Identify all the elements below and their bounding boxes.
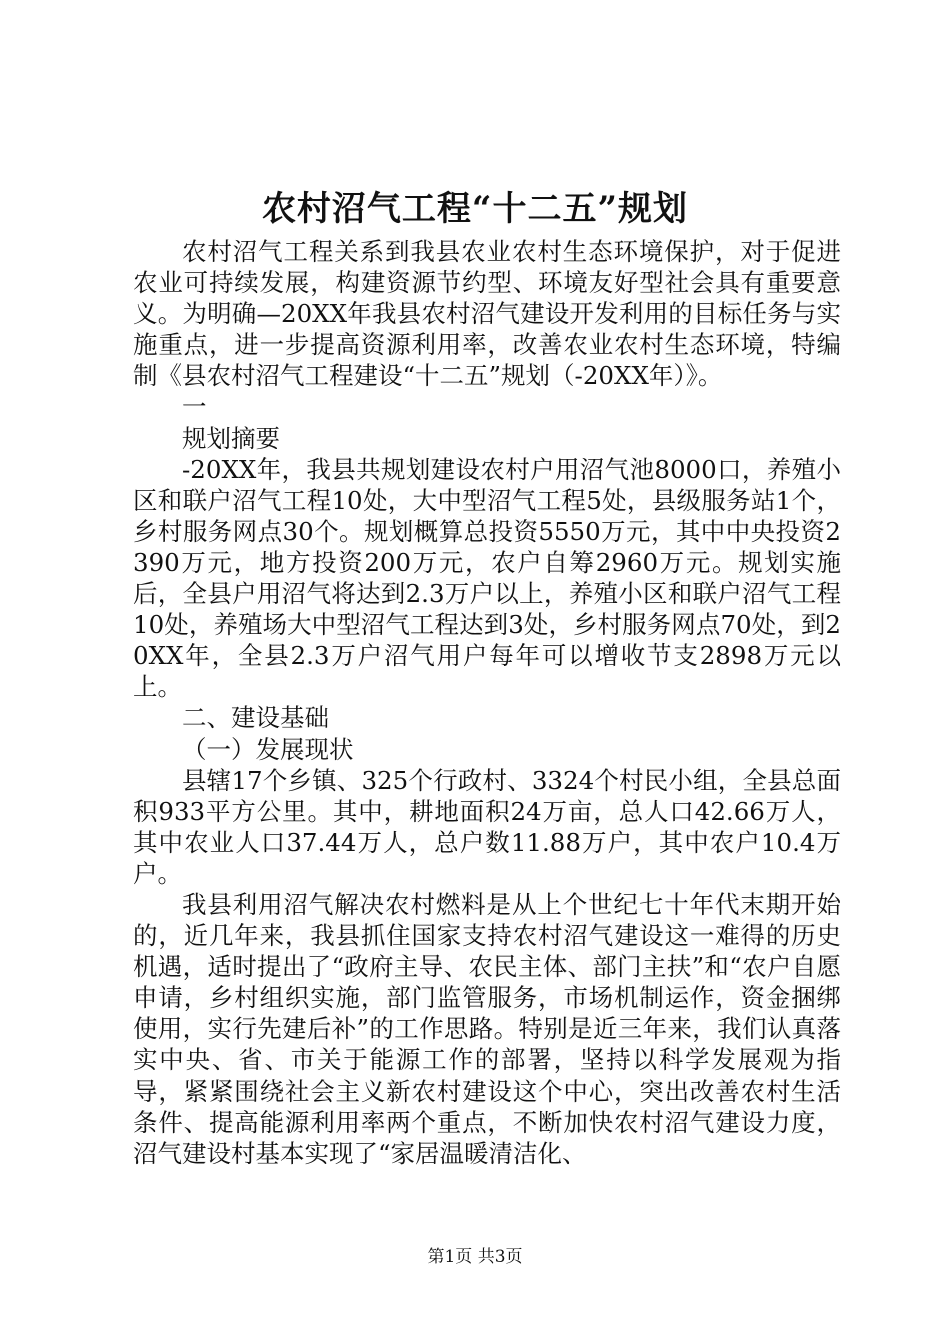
subsection-heading-status: （一）发展现状 <box>182 734 354 764</box>
section-heading-foundation: 二、建设基础 <box>182 703 329 733</box>
document-title: 农村沼气工程“十二五”规划 <box>261 189 689 229</box>
summary-paragraph: -20XX年，我县共规划建设农村户用沼气池8000口，养殖小区和联户沼气工程10处，大中型沼气工程5处，县级服务站1个，乡村服务网点30个。规划概算总投资5550万元，其中中央投资2390万元，地方投资200万元，农户自筹2960万元。规划实施后，全县户用沼气将达到2.3万户以上，养殖小区和联户沼气工程10处，养殖场大中型沼气工程达到3处，乡村服务网点70处，到20XX年，全县2.3万户沼气用户每年可以增收节支2898万元以上。 <box>133 454 841 702</box>
section-heading-summary: 规划摘要 <box>182 423 280 453</box>
document-body <box>133 236 841 1169</box>
status-paragraph: 县辖17个乡镇、325个行政村、3324个村民小组，全县总面积933平方公里。其中，耕地面积24万亩，总人口42.66万人，其中农业人口37.44万人，总户数11.88万户，其中农户10.4万户。 <box>133 765 841 888</box>
section-number: 一 <box>182 392 207 422</box>
intro-paragraph: 农村沼气工程关系到我县农业农村生态环境保护，对于促进农业可持续发展，构建资源节约型、环境友好型社会具有重要意义。为明确—20XX年我县农村沼气建设开发利用的目标任务与实施重点，进一步提高资源利用率，改善农业农村生态环境，特编制《县农村沼气工程建设“十二五”规划（-20XX年）》。 <box>133 237 841 391</box>
history-paragraph: 我县利用沼气解决农村燃料是从上个世纪七十年代末期开始的，近几年来，我县抓住国家支持农村沼气建设这一难得的历史机遇，适时提出了“政府主导、农民主体、部门主扶”和“农户自愿申请，乡村组织实施，部门监管服务，市场机制运作，资金捆绑使用，实行先建后补”的工作思路。特别是近三年来，我们认真落实中央、省、市关于能源工作的部署，坚持以科学发展观为指导，紧紧围绕社会主义新农村建设这个中心，突出改善农村生活条件、提高能源利用率两个重点，不断加快农村沼气建设力度，沼气建设村基本实现了“家居温暖清洁化、 <box>133 889 841 1168</box>
page-footer: 第1页 共3页 <box>427 1247 523 1267</box>
